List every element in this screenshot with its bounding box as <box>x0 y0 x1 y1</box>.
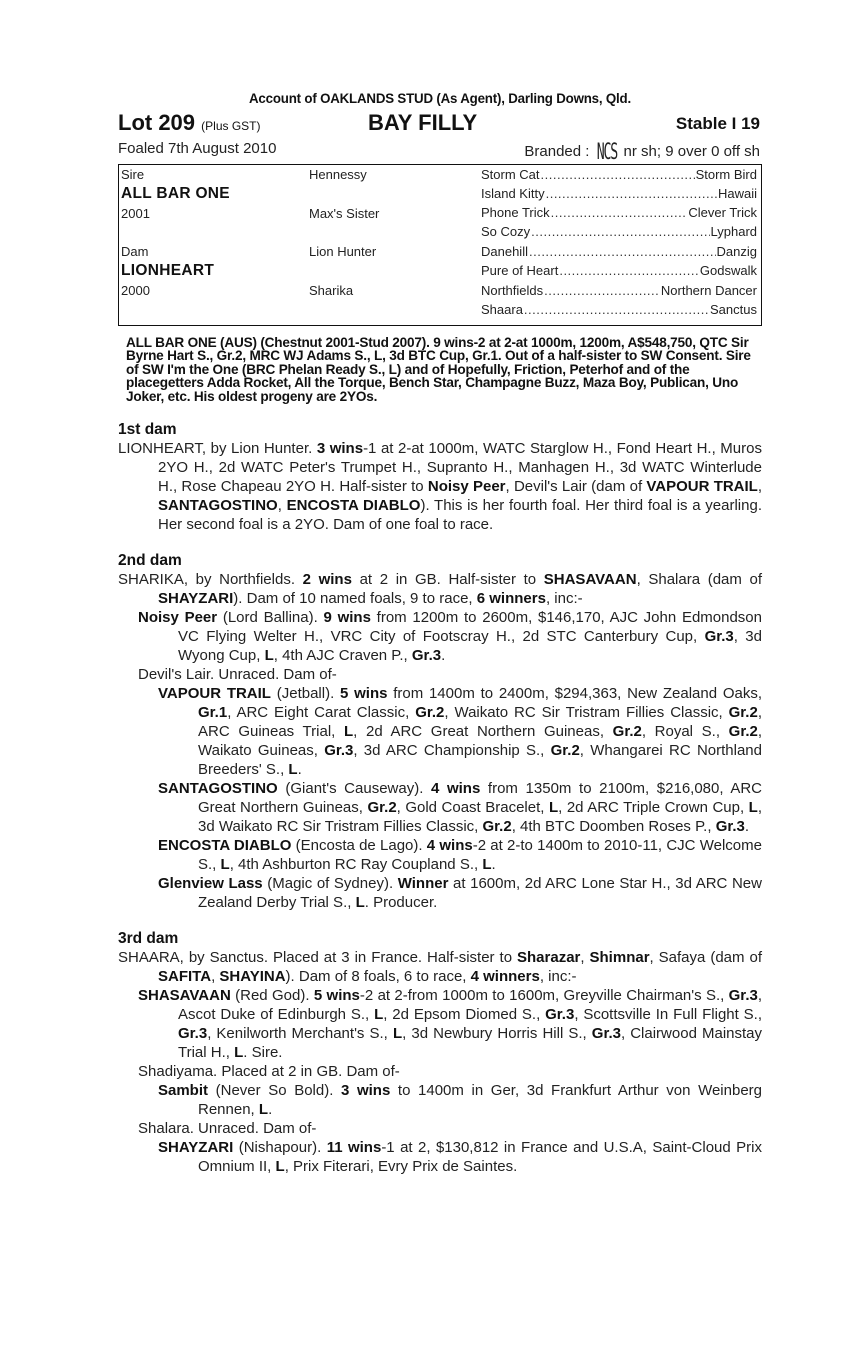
vendor-account: Account of OAKLANDS STUD (As Agent), Darling Downs, Qld. <box>249 90 631 106</box>
section-heading: 3rd dam <box>118 930 179 948</box>
ancestor-left: Phone Trick <box>481 205 550 220</box>
branded-detail: nr sh; 9 over 0 off sh <box>623 143 760 160</box>
leader-dots <box>551 205 688 220</box>
grandsire-row <box>481 205 757 220</box>
ancestor-right: Danzig <box>716 244 757 259</box>
granddam-row <box>481 244 757 259</box>
foaled-date: Foaled 7th August 2010 <box>118 140 277 157</box>
granddam-row <box>481 263 757 278</box>
lot-gst-note: (Plus GST) <box>201 119 261 133</box>
second-dam-section <box>118 552 762 912</box>
sire-label: Sire <box>121 167 145 182</box>
dam-sire: Lion Hunter <box>309 244 377 259</box>
progeny-entry: Shalara. Unraced. Dam of- <box>138 1120 317 1138</box>
first-dam-section <box>118 421 762 534</box>
catalogue-page <box>118 90 762 1176</box>
grandsire-row <box>481 167 757 182</box>
foaled-line <box>118 138 762 165</box>
lot-number <box>118 110 261 136</box>
grand-progeny-entry: Sambit (Never So Bold). 3 wins to 1400m in Ger, 3d Frankfurt Arthur von Weinberg Rennen, L. <box>158 1082 762 1119</box>
leader-dots <box>559 263 699 278</box>
sire-sire: Hennessy <box>309 167 367 182</box>
ancestor-left: Shaara <box>481 302 523 317</box>
dam-name: LIONHEART <box>121 262 215 279</box>
branded-info <box>524 140 760 165</box>
ancestor-left: Danehill <box>481 244 528 259</box>
grand-progeny-entry: Glenview Lass (Magic of Sydney). Winner at 1600m, 2d ARC Lone Star H., 3d ARC New Zealand Derby Trial S., L. Producer. <box>158 875 762 912</box>
sire-name: ALL BAR ONE <box>121 185 230 202</box>
lot-line <box>118 110 762 138</box>
section-heading: 2nd dam <box>118 552 182 570</box>
leader-dots <box>541 167 695 182</box>
pedigree-table <box>118 164 762 326</box>
ancestor-right: Storm Bird <box>695 167 757 182</box>
sire-dam: Max's Sister <box>309 206 380 221</box>
progeny-entry: Noisy Peer (Lord Ballina). 9 wins from 1200m to 2600m, $146,170, AJC John Edmondson VC Flying Welter H., VRC City of Footscray H., 2d STC Canterbury Cup, Gr.3, 3d Wyong Cup, L, 4th AJC Craven P., Gr.3. <box>138 609 762 665</box>
sire-year: 2001 <box>121 206 150 221</box>
horse-description: BAY FILLY <box>368 110 478 135</box>
branded-label: Branded : <box>524 143 590 160</box>
ancestor-right: Hawaii <box>717 186 757 201</box>
grand-progeny-entry: SANTAGOSTINO (Giant's Causeway). 4 wins from 1350m to 2100m, $216,080, ARC Great Northern Guineas, Gr.2, Gold Coast Bracelet, L, 2d ARC Triple Crown Cup, L, 3d Waikato RC Sir Tristram Fillies Classic, Gr.2, 4th BTC Doomben Roses P., Gr.3. <box>158 780 762 836</box>
progeny-entry: SHASAVAAN (Red God). 5 wins-2 at 2-from 1000m to 1600m, Greyville Chairman's S., Gr.3, Ascot Duke of Edinburgh S., L, 2d Epsom Diomed S., Gr.3, Scottsville In Full Flight S., Gr.3, Kenilworth Merchant's S., L, 3d Newbury Horris Hill S., Gr.3, Clairwood Mainstay Trial H., L. Sire. <box>138 987 763 1062</box>
dam-dam: Sharika <box>309 283 354 298</box>
dam-paragraph: SHAARA, by Sanctus. Placed at 3 in France. Half-sister to Sharazar, Shimnar, Safaya (dam of SAFITA, SHAYINA). Dam of 8 foals, 6 to race, 4 winners, inc:- <box>118 949 762 986</box>
ancestor-right: Clever Trick <box>688 205 757 220</box>
leader-dots <box>531 224 709 239</box>
sire-summary: ALL BAR ONE (AUS) (Chestnut 2001-Stud 2007). 9 wins-2 at 2-at 1000m, 1200m, A$548,750, QTC Sir Byrne Hart S., Gr.2, MRC WJ Adams S., L, 3d BTC Cup, Gr.1. Out of a half-sister to SW Consent. Sire of SW I'm the One (BRC Phelan Ready S., L) and of Hopefully, Friction, Peterhof and of the placegetters Adda Rocket, All the Torque, Bench Star, Champagne Buzz, Maza Boy, Publican, Uno Joker, etc. His oldest progeny are 2YOs. <box>126 335 751 404</box>
progeny-entry: Devil's Lair. Unraced. Dam of- <box>138 666 337 684</box>
dam-year: 2000 <box>121 283 150 298</box>
grand-progeny-entry: VAPOUR TRAIL (Jetball). 5 wins from 1400m to 2400m, $294,363, New Zealand Oaks, Gr.1, ARC Eight Carat Classic, Gr.2, Waikato RC Sir Tristram Fillies Classic, Gr.2, ARC Guineas Trial, L, 2d ARC Great Northern Guineas, Gr.2, Royal S., Gr.2, Waikato Guineas, Gr.3, 3d ARC Championship S., Gr.2, Whangarei RC Northland Breeders' S., L. <box>158 685 763 779</box>
grand-progeny-entry: SHAYZARI (Nishapour). 11 wins-1 at 2, $130,812 in France and U.S.A, Saint-Cloud Prix Omnium II, L, Prix Fiterari, Evry Prix de Saintes. <box>158 1139 762 1176</box>
grandsire-row <box>481 224 757 239</box>
leader-dots <box>544 283 660 298</box>
leader-dots <box>546 186 717 201</box>
dam-paragraph: LIONHEART, by Lion Hunter. 3 wins-1 at 2-at 1000m, WATC Starglow H., Fond Heart H., Muros 2YO H., 2d WATC Peter's Trumpet H., Supranto H., Manhagen H., 3d WATC Winterlude H., Rose Chapeau 2YO H. Half-sister to Noisy Peer, Devil's Lair (dam of VAPOUR TRAIL, SANTAGOSTINO, ENCOSTA DIABLO). This is her fourth foal. Her third foal is a yearling. Her second foal is a 2YO. Dam of one foal to race. <box>118 440 763 534</box>
leader-dots <box>524 302 709 317</box>
dam-paragraph: SHARIKA, by Northfields. 2 wins at 2 in GB. Half-sister to SHASAVAAN, Shalara (dam of SHAYZARI). Dam of 10 named foals, 9 to race, 6 winners, inc:- <box>118 571 763 608</box>
grand-progeny-entry: ENCOSTA DIABLO (Encosta de Lago). 4 wins-2 at 2-to 1400m to 2010-11, CJC Welcome S., L, 4th Ashburton RC Ray Coupland S., L. <box>158 837 762 874</box>
dam-label: Dam <box>121 244 149 259</box>
section-heading: 1st dam <box>118 421 177 439</box>
granddam-row <box>481 283 757 298</box>
ancestor-left: Pure of Heart <box>481 263 559 278</box>
leader-dots <box>529 244 716 259</box>
third-dam-section <box>118 930 762 1176</box>
grandsire-row <box>481 186 757 201</box>
ancestor-right: Northern Dancer <box>660 283 757 298</box>
ancestor-left: Island Kitty <box>481 186 545 201</box>
ancestor-right: Godswalk <box>699 263 757 278</box>
ancestor-right: Sanctus <box>710 302 757 317</box>
lot-label: Lot 209 <box>118 110 196 135</box>
progeny-entry: Shadiyama. Placed at 2 in GB. Dam of- <box>138 1063 400 1081</box>
ancestor-left: So Cozy <box>481 224 531 239</box>
ancestor-right: Lyphard <box>710 224 757 239</box>
ancestor-left: Storm Cat <box>481 167 540 182</box>
granddam-row <box>481 302 757 317</box>
ancestor-left: Northfields <box>481 283 544 298</box>
stable-location: Stable I 19 <box>675 114 760 133</box>
brand-mark: NCS <box>596 140 617 165</box>
